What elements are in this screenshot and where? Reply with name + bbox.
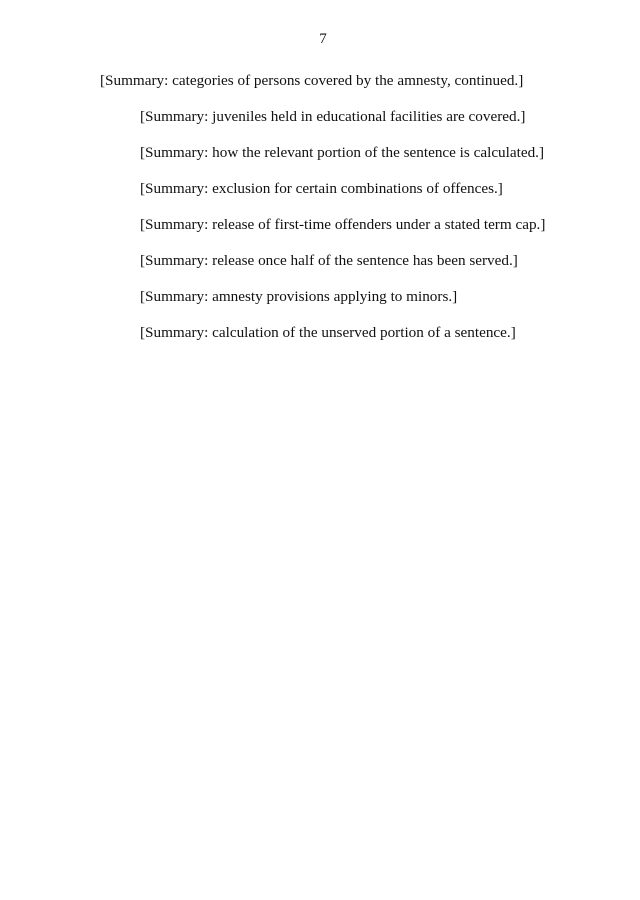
paragraph-1: [Summary: categories of persons covered by the amnesty, continued.] <box>100 72 524 89</box>
paragraph-8: [Summary: calculation of the unserved portion of a sentence.] <box>140 324 516 341</box>
paragraph-5: [Summary: release of first-time offenders under a stated term cap.] <box>140 216 546 233</box>
paragraph-2: [Summary: juveniles held in educational facilities are covered.] <box>140 108 526 125</box>
paragraph-3: [Summary: how the relevant portion of the sentence is calculated.] <box>140 144 545 161</box>
paragraph-7: [Summary: amnesty provisions applying to minors.] <box>140 288 458 305</box>
paragraph-6: [Summary: release once half of the sentence has been served.] <box>140 252 518 269</box>
page-number: 7 <box>319 31 327 47</box>
paragraph-4: [Summary: exclusion for certain combinations of offences.] <box>140 180 503 197</box>
